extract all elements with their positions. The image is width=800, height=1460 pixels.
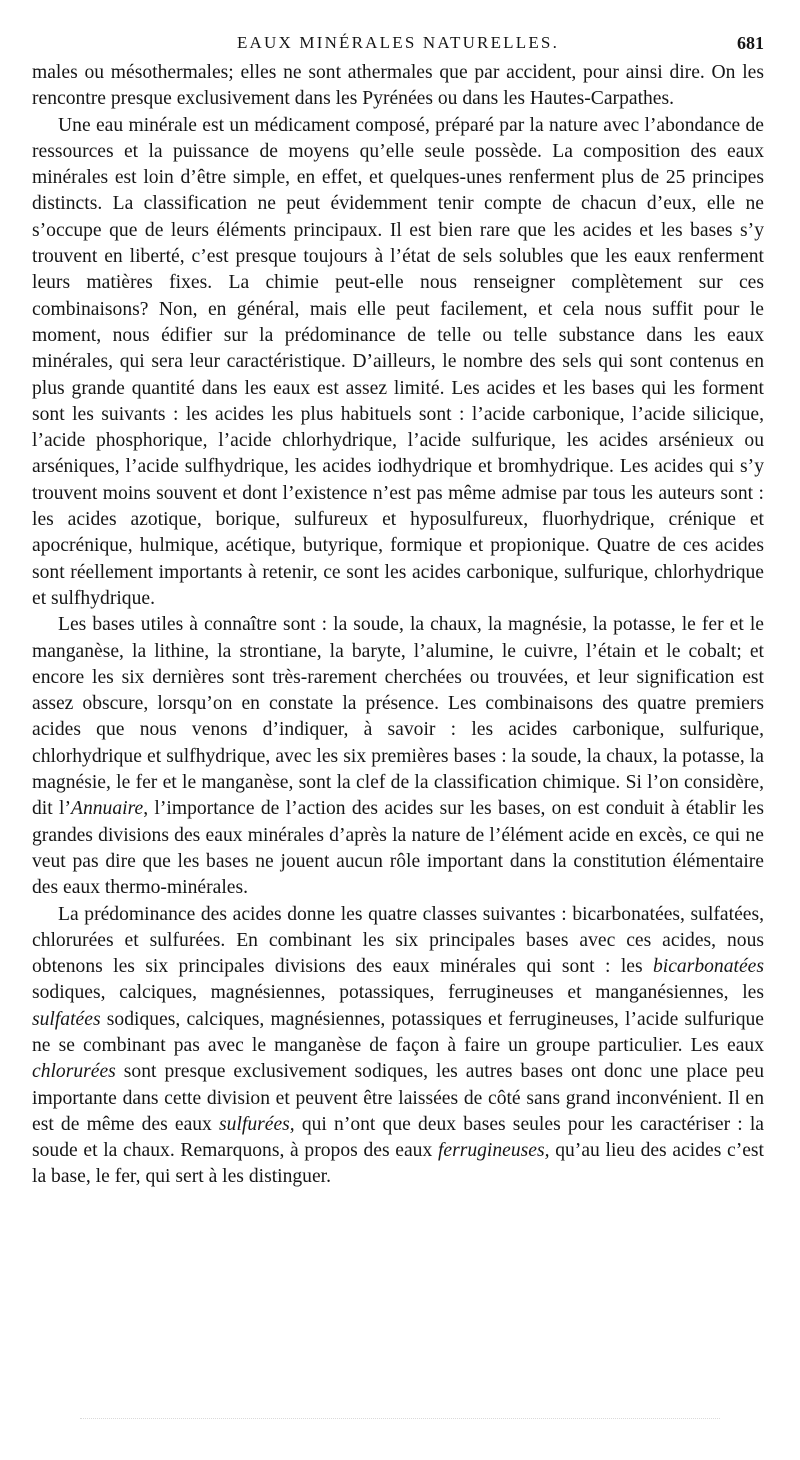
scan-artifact-line xyxy=(80,1418,720,1423)
paragraph-continuation xyxy=(32,60,764,113)
italic-term: chlorurées xyxy=(32,1061,116,1083)
italic-term: sulfurées, xyxy=(219,1113,295,1135)
italic-term: sulfatées xyxy=(32,1008,101,1030)
paragraph-classes xyxy=(32,902,764,1191)
text-run: sodiques, calciques, magnésiennes, potassiques et ferrugineuses, l’acide sulfurique ne se combinant pas avec le manganèse de façon à faire un groupe particulier. Les eaux xyxy=(32,1008,764,1056)
paragraph-bases xyxy=(32,612,764,901)
italic-term: bicarbonatées xyxy=(652,956,764,978)
text-run: Les bases utiles à connaître sont : la soude, la chaux, la magnésie, la potasse, le fer et le manganèse, la lithine, la strontiane, la baryte, l’alumine, le cuivre, l’étain et le cobalt; et encore les six dernières sont très-rarement cherchées ou trouvées, et leur signification est assez obscure, lorsqu’on en constate la présence. Les combinaisons des quatre premiers acides que nous venons d’indiquer, à savoir : les acides carbonique, sulfurique, chlorhydrique et sulfhydrique, avec les six premières bases : la soude, la chaux, la potasse, la magnésie, le fer et le manganèse, sont la clef de la classification chimique. Si l’on considère, dit l’ xyxy=(32,614,764,820)
text-run: La prédominance des acides donne les quatre classes suivantes : bicarbonatées, sulfatées, chlorurées et sulfurées. En combinant les six principales bases avec ces acides, nous obtenons les six principales divisions des eaux minérales qui sont : les xyxy=(32,903,764,978)
text-run: males ou mésothermales; elles ne sont athermales que par accident, pour ainsi dire. On les rencontre presque exclusivement dans les Pyrénées ou dans les Hautes-Carpathes. xyxy=(32,62,764,110)
body-text xyxy=(32,60,764,1191)
running-header xyxy=(32,30,764,56)
text-run: qu’au lieu des acides c’est la base, le fer, qui sert à les distinguer. xyxy=(32,1140,765,1188)
running-title: EAUX MINÉRALES NATURELLES. xyxy=(236,33,560,52)
italic-term: Annuaire xyxy=(71,798,144,820)
paragraph-composition xyxy=(32,113,764,613)
text-run: Une eau minérale est un médicament composé, préparé par la nature avec l’abondance de ressources et la puissance de moyens qu’elle seule possède. La composition des eaux minérales est loin d’être simple, en effet, et quelques-unes renferment plus de 25 principes distincts. La classification ne peut évidemment tenir compte de chacun d’eux, elle ne s’occupe que de leurs éléments principaux. Il est bien rare que les acides et les bases s’y trouvent en liberté, c’est presque toujours à l’état de sels solubles que les eaux renferment leurs matières fixes. La chimie peut-elle nous renseigner complètement sur ces combinaisons? Non, en général, mais elle peut facilement, et cela nous suffit pour le moment, nous édifier sur la prédominance de telle ou telle substance dans les eaux minérales, qui sera leur caractéristique. D’ailleurs, le nombre des sels qui sont contenus en plus grande quantité dans les eaux est assez limité. Les acides et les bases qui les forment sont les suivants : les acides les plus habituels sont : l’acide carbonique, l’acide silicique, l’acide phosphorique, l’acide chlorhydrique, l’acide sulfurique, les acides arsénieux ou arséniques, l’acide sulfhydrique, les acides iodhydrique et bromhydrique. Les acides qui s’y trouvent moins souvent et dont l’existence n’est pas même admise par tous les auteurs sont : les acides azotique, borique, sulfureux et hyposulfureux, fluorhydrique, crénique et apocrénique, hulmique, acétique, butyrique, formique et propionique. Quatre de ces acides sont réellement importants à retenir, ce sont les acides carbonique, sulfurique, chlorhydrique et sulfhydrique. xyxy=(32,114,764,609)
text-run: sodiques, calciques, magnésiennes, potassiques, ferrugineuses et manganésiennes, les xyxy=(32,982,764,1004)
italic-term: ferrugineuses, xyxy=(437,1140,550,1162)
text-run: , l’importance de l’action des acides sur les bases, on est conduit à établir les grandes divisions des eaux minérales d’après la nature de l’élément acide en excès, ce qui ne veut pas dire que les bases ne jouent aucun rôle important dans la constitution élémentaire des eaux thermo-minérales. xyxy=(32,798,764,899)
text-run: qui n’ont que deux bases seules pour les caractériser : la soude et la chaux. Remarquons, à propos des eaux xyxy=(32,1113,765,1162)
text-run: sont presque exclusivement sodiques, les autres bases ont donc une place peu importante dans cette division et peuvent être laissées de côté sans grand inconvénient. Il en est de même des eaux xyxy=(32,1061,764,1135)
page-number: 681 xyxy=(737,33,764,53)
